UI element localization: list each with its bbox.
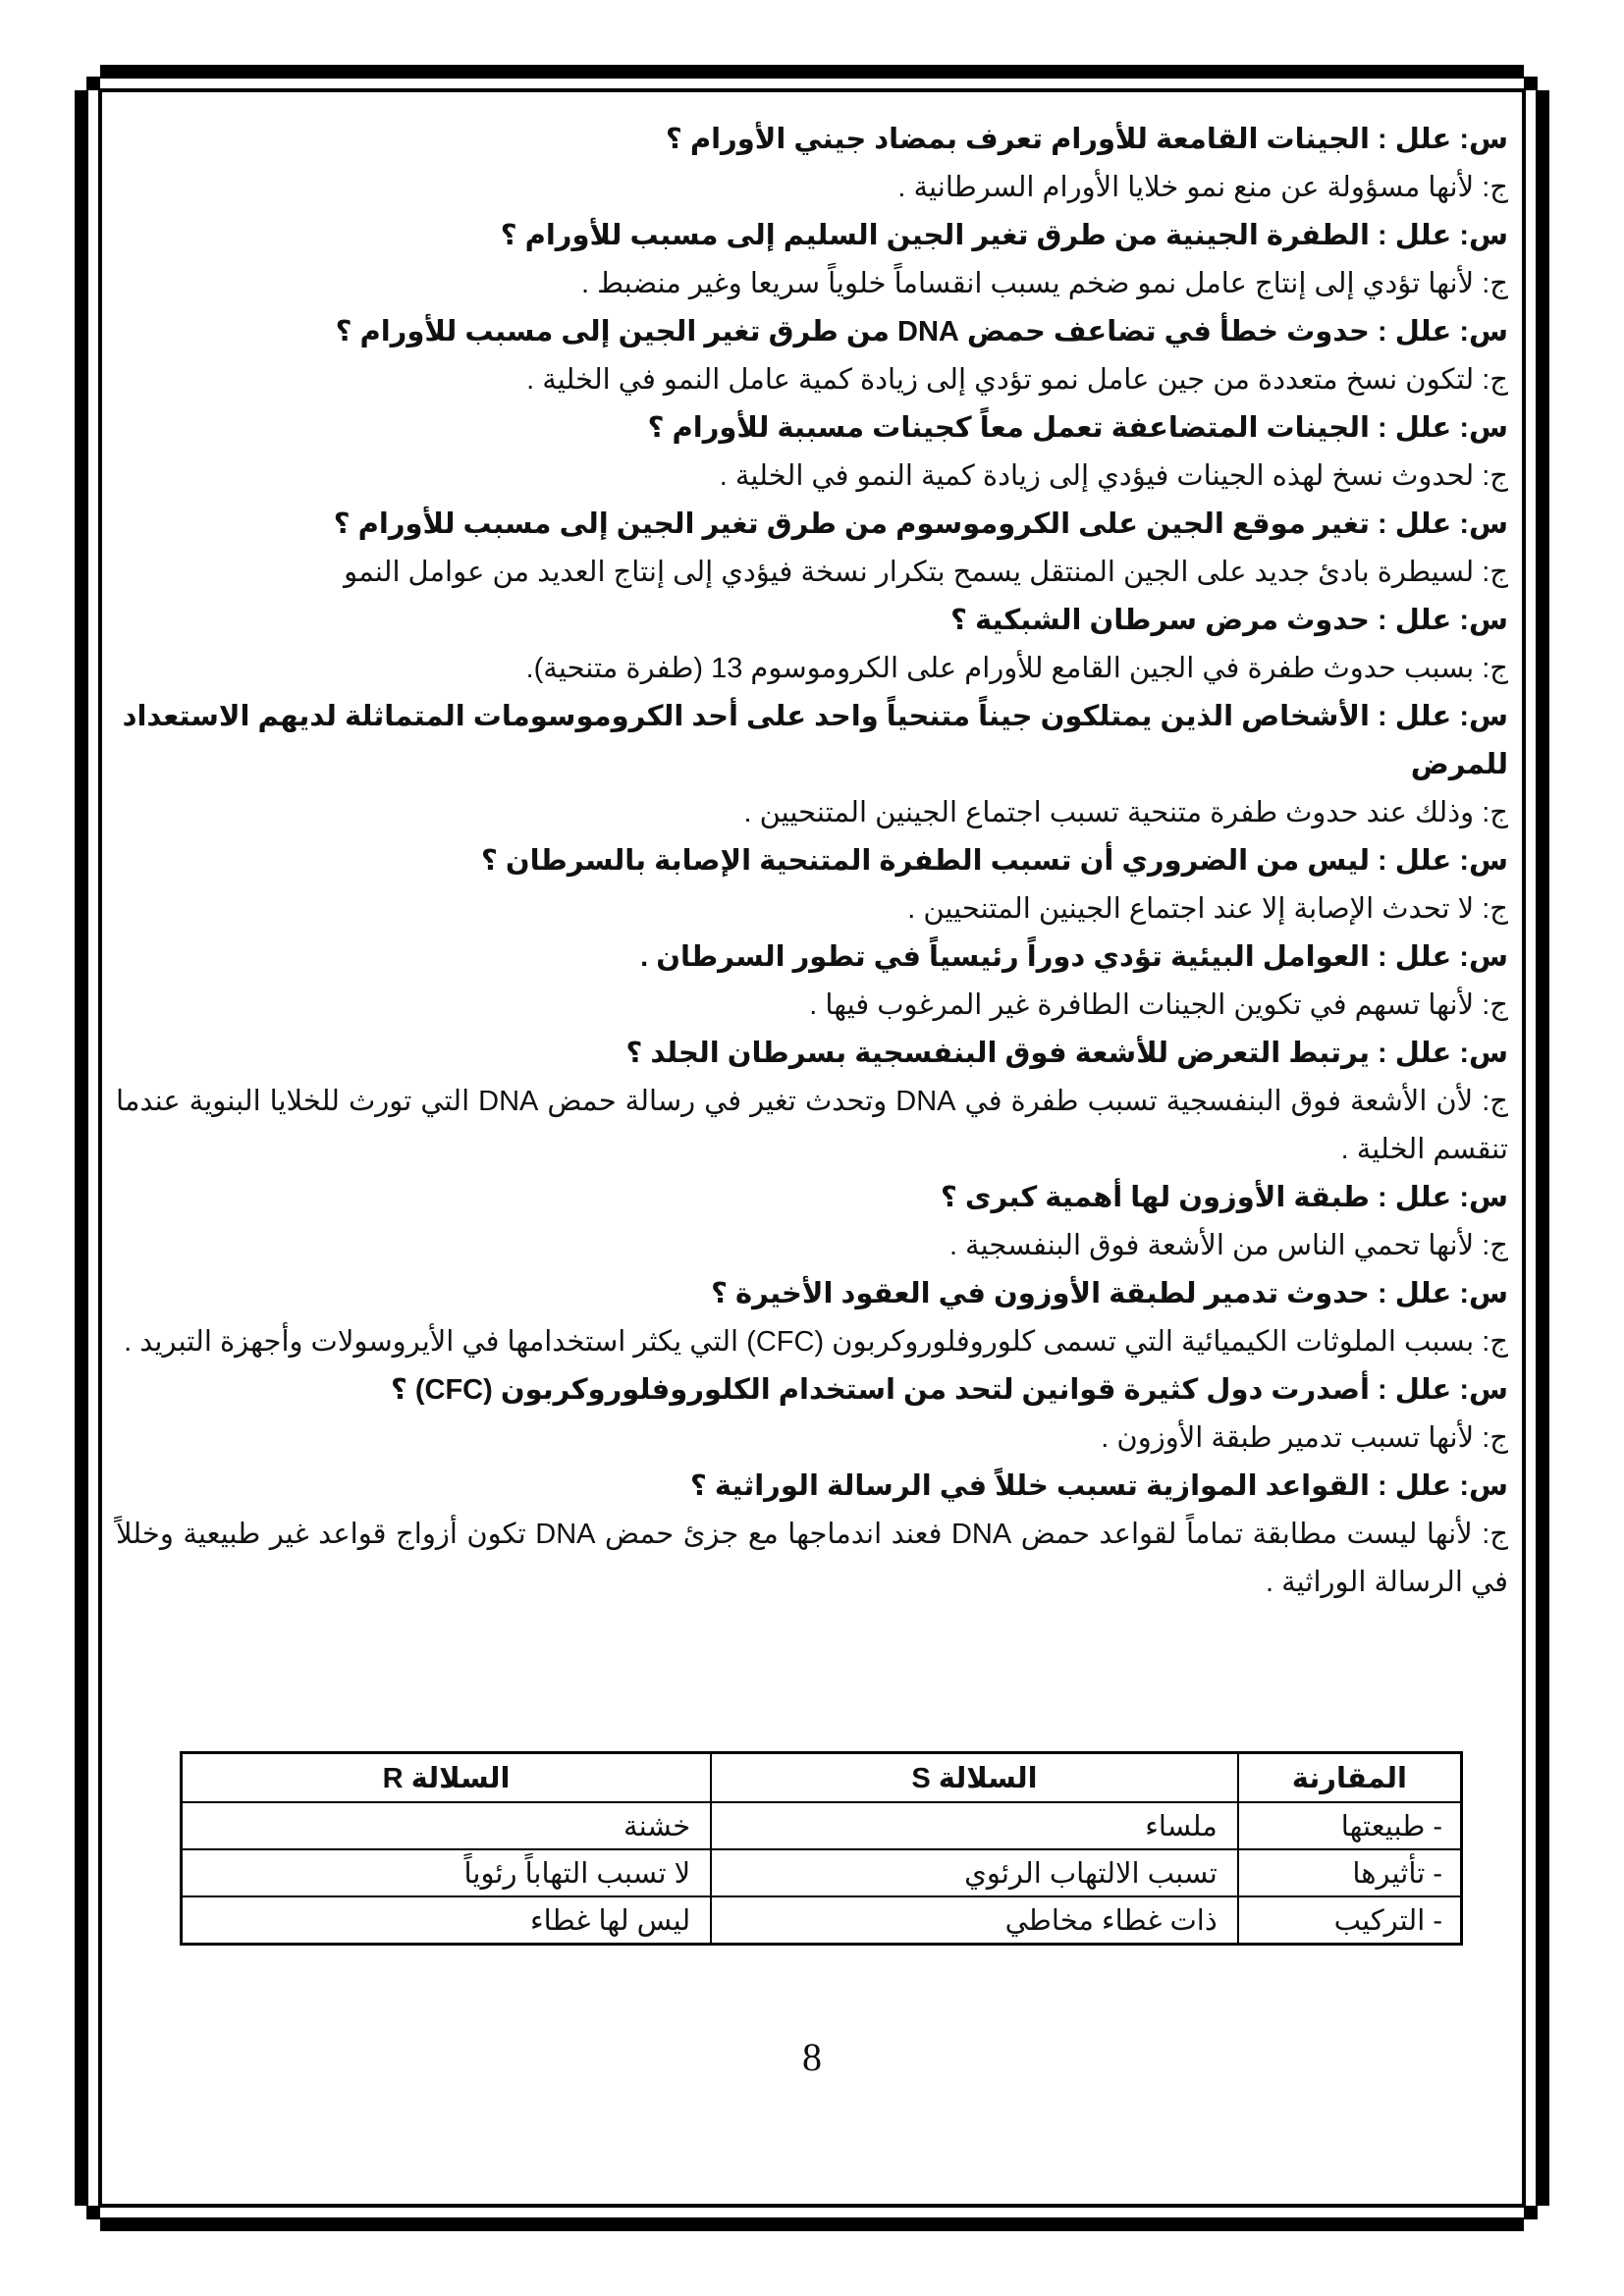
table-header-row <box>182 1753 1462 1803</box>
header-strain-r: السلالة R <box>182 1753 712 1803</box>
frame-corner <box>75 2206 100 2231</box>
question: س: علل : الجينات المتضاعفة تعمل معاً كجينات مسببة للأورام ؟ <box>647 412 1508 444</box>
frame-corner <box>1524 2206 1549 2231</box>
question: س: علل : حدوث تدمير لطبقة الأوزون في العقود الأخيرة ؟ <box>711 1278 1508 1309</box>
answer: ج: لأنها ليست مطابقة تماماً لقواعد حمض DNA فعند اندماجها مع جزئ حمض DNA تكون أزواج قواعد غير طبيعية وخللاً في الرسالة الوراثية . <box>116 1519 1508 1598</box>
answer: ج: لأنها تؤدي إلى إنتاج عامل نمو ضخم يسبب انقساماً خلوياً سريعا وغير منضبط . <box>580 268 1508 299</box>
cell-strain-r: خشنة <box>182 1802 712 1849</box>
answer: ج: لأنها مسؤولة عن منع نمو خلايا الأورام السرطانية . <box>897 172 1508 203</box>
question: س: علل : تغير موقع الجين على الكروموسوم من طرق تغير الجين إلى مسبب للأورام ؟ <box>333 508 1508 540</box>
question: س: علل : حدوث مرض سرطان الشبكية ؟ <box>950 605 1508 636</box>
answer: ج: لأنها تسهم في تكوين الجينات الطافرة غير المرغوب فيها . <box>809 989 1508 1021</box>
question: س: علل : أصدرت دول كثيرة قوانين لتحد من استخدام الكلوروفلوروكربون (CFC) ؟ <box>390 1374 1508 1406</box>
cell-strain-r: لا تسبب التهاباً رئوياً <box>182 1849 712 1896</box>
answer: ج: لأن الأشعة فوق البنفسجية تسبب طفرة في DNA وتحدث تغير في رسالة حمض DNA التي تورث للخلايا البنوية عندما تنقسم الخلية . <box>116 1086 1508 1165</box>
answer: ج: لتكون نسخ متعددة من جين عامل نمو تؤدي إلى زيادة كمية عامل النمو في الخلية . <box>526 364 1508 396</box>
answer: ج: لأنها تسبب تدمير طبقة الأوزون . <box>1101 1422 1508 1454</box>
answer: ج: بسبب الملوثات الكيميائية التي تسمى كلوروفلوروكربون (CFC) التي يكثر استخدامها في الأيروسولات وأجهزة التبريد . <box>124 1326 1508 1358</box>
answer: ج: لا تحدث الإصابة إلا عند اجتماع الجينين المتنحيين . <box>907 893 1508 925</box>
frame-corner <box>75 65 100 90</box>
question: س: علل : يرتبط التعرض للأشعة فوق البنفسجية بسرطان الجلد ؟ <box>625 1038 1508 1069</box>
question: س: علل : طبقة الأوزون لها أهمية كبرى ؟ <box>941 1182 1508 1213</box>
table-row <box>182 1896 1462 1945</box>
question: س: علل : الجينات القامعة للأورام تعرف بمضاد جيني الأورام ؟ <box>665 124 1508 155</box>
answer: ج: لسيطرة بادئ جديد على الجين المنتقل يسمح بتكرار نسخة فيؤدي إلى إنتاج العديد من عوامل النمو <box>344 557 1508 588</box>
question: س: علل : العوامل البيئية تؤدي دوراً رئيسياً في تطور السرطان . <box>640 941 1508 973</box>
question: س: علل : الطفرة الجينية من طرق تغير الجين السليم إلى مسبب للأورام ؟ <box>500 220 1508 251</box>
row-label: - التركيب <box>1238 1896 1462 1945</box>
frame-corner <box>1524 65 1549 90</box>
question: س: علل : الأشخاص الذين يمتلكون جيناً متنحياً واحد على أحد الكروموسومات المتماثلة لديهم الاستعداد للمرض <box>122 701 1508 780</box>
table-row <box>182 1849 1462 1896</box>
header-comparison: المقارنة <box>1238 1753 1462 1803</box>
comparison-table <box>180 1751 1463 1946</box>
question: س: علل : حدوث خطأ في تضاعف حمض DNA من طرق تغير الجين إلى مسبب للأورام ؟ <box>335 316 1508 347</box>
row-label: - تأثيرها <box>1238 1849 1462 1896</box>
page-number: 8 <box>802 2035 822 2079</box>
answer: ج: لحدوث نسخ لهذه الجينات فيؤدي إلى زيادة كمية النمو في الخلية . <box>719 460 1508 492</box>
question: س: علل : القواعد الموازية تسبب خللاً في الرسالة الوراثية ؟ <box>690 1470 1508 1502</box>
answer: ج: وذلك عند حدوث طفرة متنحية تسبب اجتماع الجينين المتنحيين . <box>743 797 1508 828</box>
cell-strain-s: ملساء <box>711 1802 1238 1849</box>
header-strain-s: السلالة S <box>711 1753 1238 1803</box>
row-label: - طبيعتها <box>1238 1802 1462 1849</box>
cell-strain-s: تسبب الالتهاب الرئوي <box>711 1849 1238 1896</box>
answer: ج: بسبب حدوث طفرة في الجين القامع للأورام على الكروموسوم 13 (طفرة متنحية). <box>525 653 1508 684</box>
answer: ج: لأنها تحمي الناس من الأشعة فوق البنفسجية . <box>948 1230 1508 1261</box>
question: س: علل : ليس من الضروري أن تسبب الطفرة المتنحية الإصابة بالسرطان ؟ <box>481 845 1508 877</box>
cell-strain-r: ليس لها غطاء <box>182 1896 712 1945</box>
qa-list <box>116 116 1508 1607</box>
table-row <box>182 1802 1462 1849</box>
cell-strain-s: ذات غطاء مخاطي <box>711 1896 1238 1945</box>
